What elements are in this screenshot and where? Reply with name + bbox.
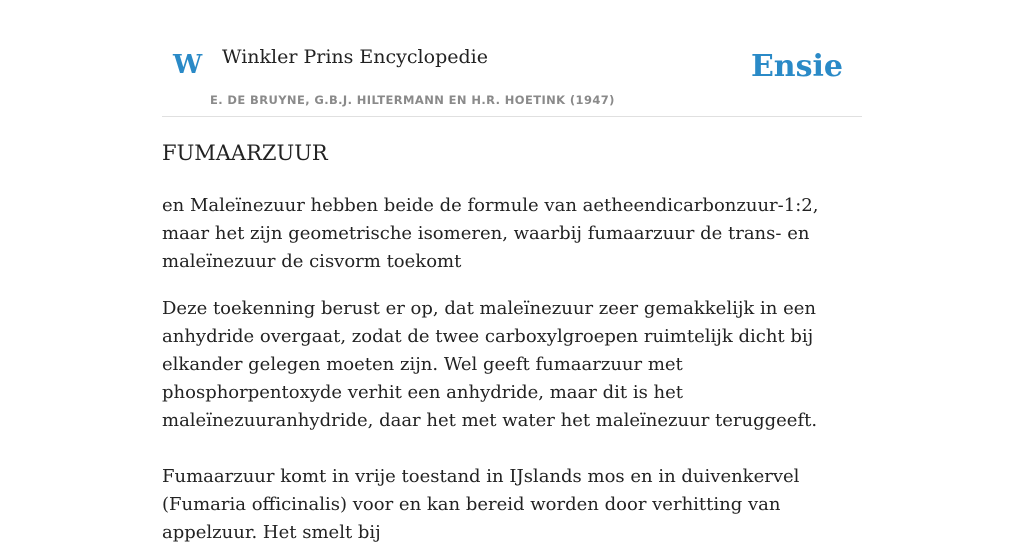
article-body [162, 192, 862, 547]
page [162, 0, 862, 543]
article-title: FUMAARZUUR [162, 141, 328, 165]
site-header [162, 0, 862, 117]
site-title[interactable]: Winkler Prins Encyclopedie [222, 46, 488, 68]
article-paragraph: Fumaarzuur komt in vrije toestand in IJslands mos en in duivenkervel (Fumaria officinalis) voor en kan bereid worden door verhitting van appelzuur. Het smelt bij [162, 466, 800, 543]
article-paragraph: Deze toekenning berust er op, dat maleïnezuur zeer gemakkelijk in een anhydride overgaat, zodat de twee carboxylgroepen ruimtelijk dicht bij elkander gelegen moeten zijn. Wel geeft fumaarzuur met phosphorpentoxyde verhit een anhydride, maar dit is het maleïnezuuranhydride, daar het met water het maleïnezuur teruggeeft. [162, 298, 818, 431]
ensie-brand-logo[interactable]: Ensie [750, 49, 843, 84]
winkler-prins-logo[interactable]: W [173, 50, 203, 80]
authors-credit: E. DE BRUYNE, G.B.J. HILTERMANN EN H.R. HOETINK (1947) [210, 93, 615, 107]
article-paragraph: en Maleïnezuur hebben beide de formule van aetheendicarbonzuur-1:2, maar het zijn geometrische isomeren, waarbij fumaarzuur de trans- en maleïnezuur de cisvorm toekomt [162, 195, 819, 272]
